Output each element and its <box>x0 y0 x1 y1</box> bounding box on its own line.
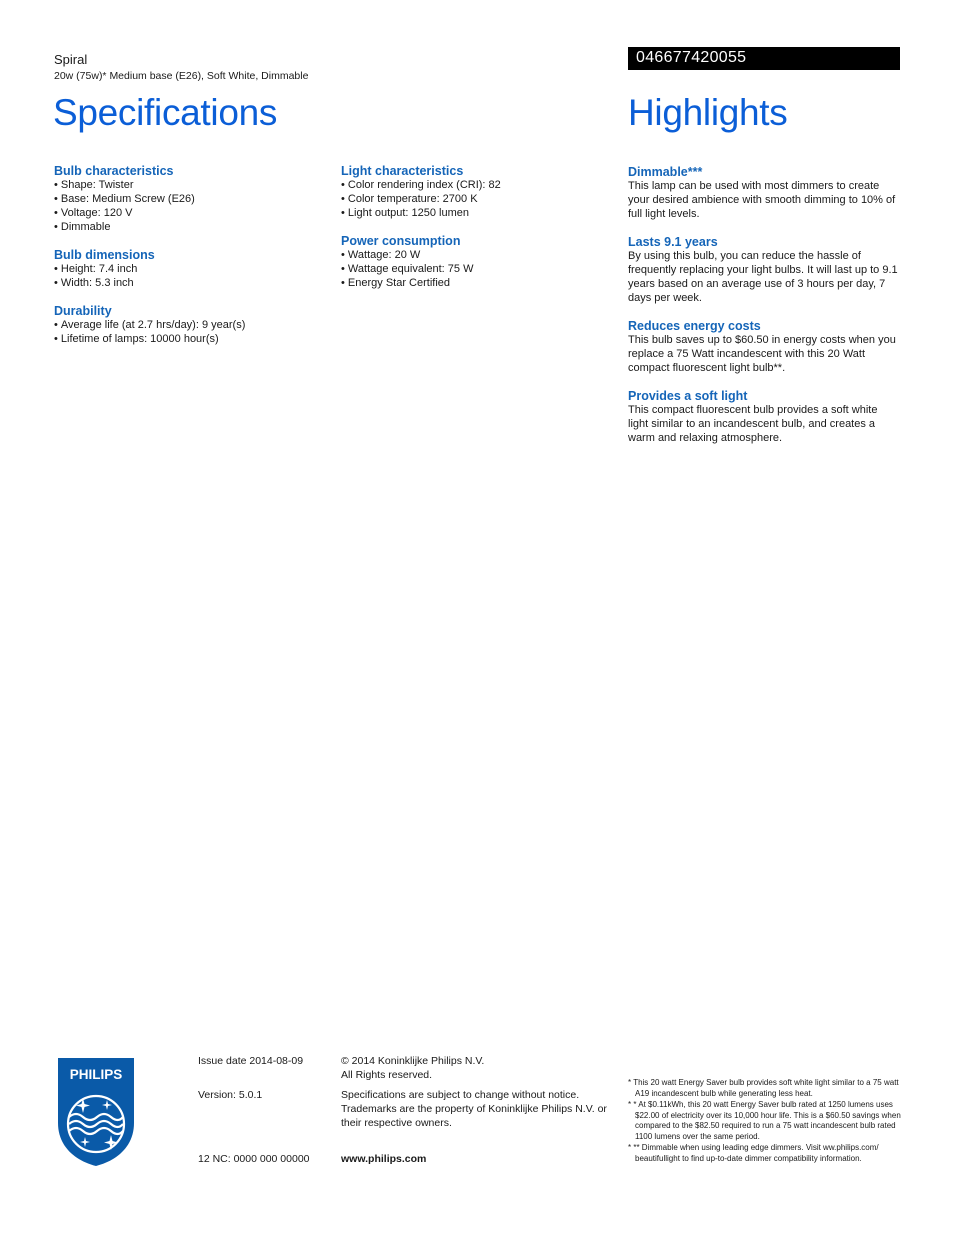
website-link[interactable]: www.philips.com <box>341 1153 427 1165</box>
spec-item: • Color temperature: 2700 K <box>341 192 611 206</box>
version: Version: 5.0.1 <box>198 1089 263 1101</box>
highlight-text: By using this bulb, you can reduce the hassle of frequently replacing your light bulbs. It will last up to 9.1 years based on an average use of 3 hours per day, 7 days per week. <box>628 250 898 304</box>
spec-list <box>341 248 611 290</box>
highlight-dimmable <box>628 165 900 221</box>
spec-list <box>341 178 611 220</box>
section-heading: Bulb dimensions <box>54 248 155 262</box>
spec-item: • Energy Star Certified <box>341 276 611 290</box>
footnote: * ** Dimmable when using leading edge dimmers. Visit ww.philips.com/ beautifullight to find up-to-date dimmer compatibility information. <box>628 1143 879 1163</box>
specifications-title: Specifications <box>53 92 278 133</box>
spec-notice: Specifications are subject to change without notice. Trademarks are the property of Koninklijke Philips N.V. or their respective owners. <box>341 1089 607 1129</box>
highlights-title: Highlights <box>628 92 788 133</box>
footnotes <box>628 1078 902 1165</box>
spec-list <box>54 178 324 234</box>
highlight-energy-costs <box>628 319 900 375</box>
highlight-heading: Provides a soft light <box>628 389 748 403</box>
section-heading: Light characteristics <box>341 164 464 178</box>
spec-item: • Height: 7.4 inch <box>54 262 324 276</box>
spec-item: • Width: 5.3 inch <box>54 276 324 290</box>
specifications-column-left <box>54 164 324 360</box>
highlight-heading: Lasts 9.1 years <box>628 235 718 249</box>
spec-item: • Lifetime of lamps: 10000 hour(s) <box>54 332 324 346</box>
spec-section-power-consumption <box>341 234 611 290</box>
copyright: © 2014 Koninklijke Philips N.V. <box>341 1055 485 1067</box>
rights-reserved: All Rights reserved. <box>341 1069 433 1081</box>
spec-item: • Wattage equivalent: 75 W <box>341 262 611 276</box>
philips-logo <box>54 1055 138 1167</box>
section-heading: Bulb characteristics <box>54 164 174 178</box>
nc-number: 12 NC: 0000 000 00000 <box>198 1153 310 1165</box>
highlight-text: This bulb saves up to $60.50 in energy costs when you replace a 75 Watt incandescent with this 20 Watt compact fluorescent light bulb**. <box>628 334 896 374</box>
sku-bar: 046677420055 <box>628 47 900 70</box>
highlights-column <box>628 165 900 459</box>
highlight-soft-light <box>628 389 900 445</box>
section-heading: Durability <box>54 304 112 318</box>
spec-item: • Average life (at 2.7 hrs/day): 9 year(s) <box>54 318 324 332</box>
spec-section-durability <box>54 304 324 346</box>
specifications-column-middle <box>341 164 611 304</box>
spec-item: • Voltage: 120 V <box>54 206 324 220</box>
spec-section-bulb-characteristics <box>54 164 324 234</box>
highlight-heading: Dimmable*** <box>628 165 703 179</box>
highlight-heading: Reduces energy costs <box>628 319 761 333</box>
section-heading: Power consumption <box>341 234 461 248</box>
spec-item: • Color rendering index (CRI): 82 <box>341 178 611 192</box>
spec-list <box>54 262 324 290</box>
product-subtitle: 20w (75w)* Medium base (E26), Soft White, Dimmable <box>54 70 309 82</box>
philips-shield-icon <box>54 1055 138 1167</box>
highlight-text: This lamp can be used with most dimmers to create your desired ambience with smooth dimming to 10% of full light levels. <box>628 180 896 220</box>
footnote: * This 20 watt Energy Saver bulb provides soft white light similar to a 75 watt A19 incandescent bulb while generating less heat. <box>628 1078 899 1098</box>
copyright-block <box>341 1054 611 1082</box>
spec-section-light-characteristics <box>341 164 611 220</box>
spec-item: • Base: Medium Screw (E26) <box>54 192 324 206</box>
spec-section-bulb-dimensions <box>54 248 324 290</box>
issue-date: Issue date 2014-08-09 <box>198 1055 304 1067</box>
spec-list <box>54 318 324 346</box>
highlight-text: This compact fluorescent bulb provides a soft white light similar to an incandescent bulb, and creates a warm and relaxing atmosphere. <box>628 404 878 444</box>
spec-item: • Wattage: 20 W <box>341 248 611 262</box>
logo-wordmark: PHILIPS <box>69 1067 123 1082</box>
spec-item: • Light output: 1250 lumen <box>341 206 611 220</box>
footnote: * * At $0.11kWh, this 20 watt Energy Saver bulb rated at 1250 lumens uses $22.00 of electricity over its 10,000 hour life. This is a $60.50 savings when compared to the $82.50 required to run a 75 watt incandescent bulb rated 1100 lumens over the same period. <box>628 1100 901 1141</box>
spec-item: • Dimmable <box>54 220 324 234</box>
product-name: Spiral <box>54 52 88 67</box>
highlight-lasts <box>628 235 900 305</box>
spec-item: • Shape: Twister <box>54 178 324 192</box>
